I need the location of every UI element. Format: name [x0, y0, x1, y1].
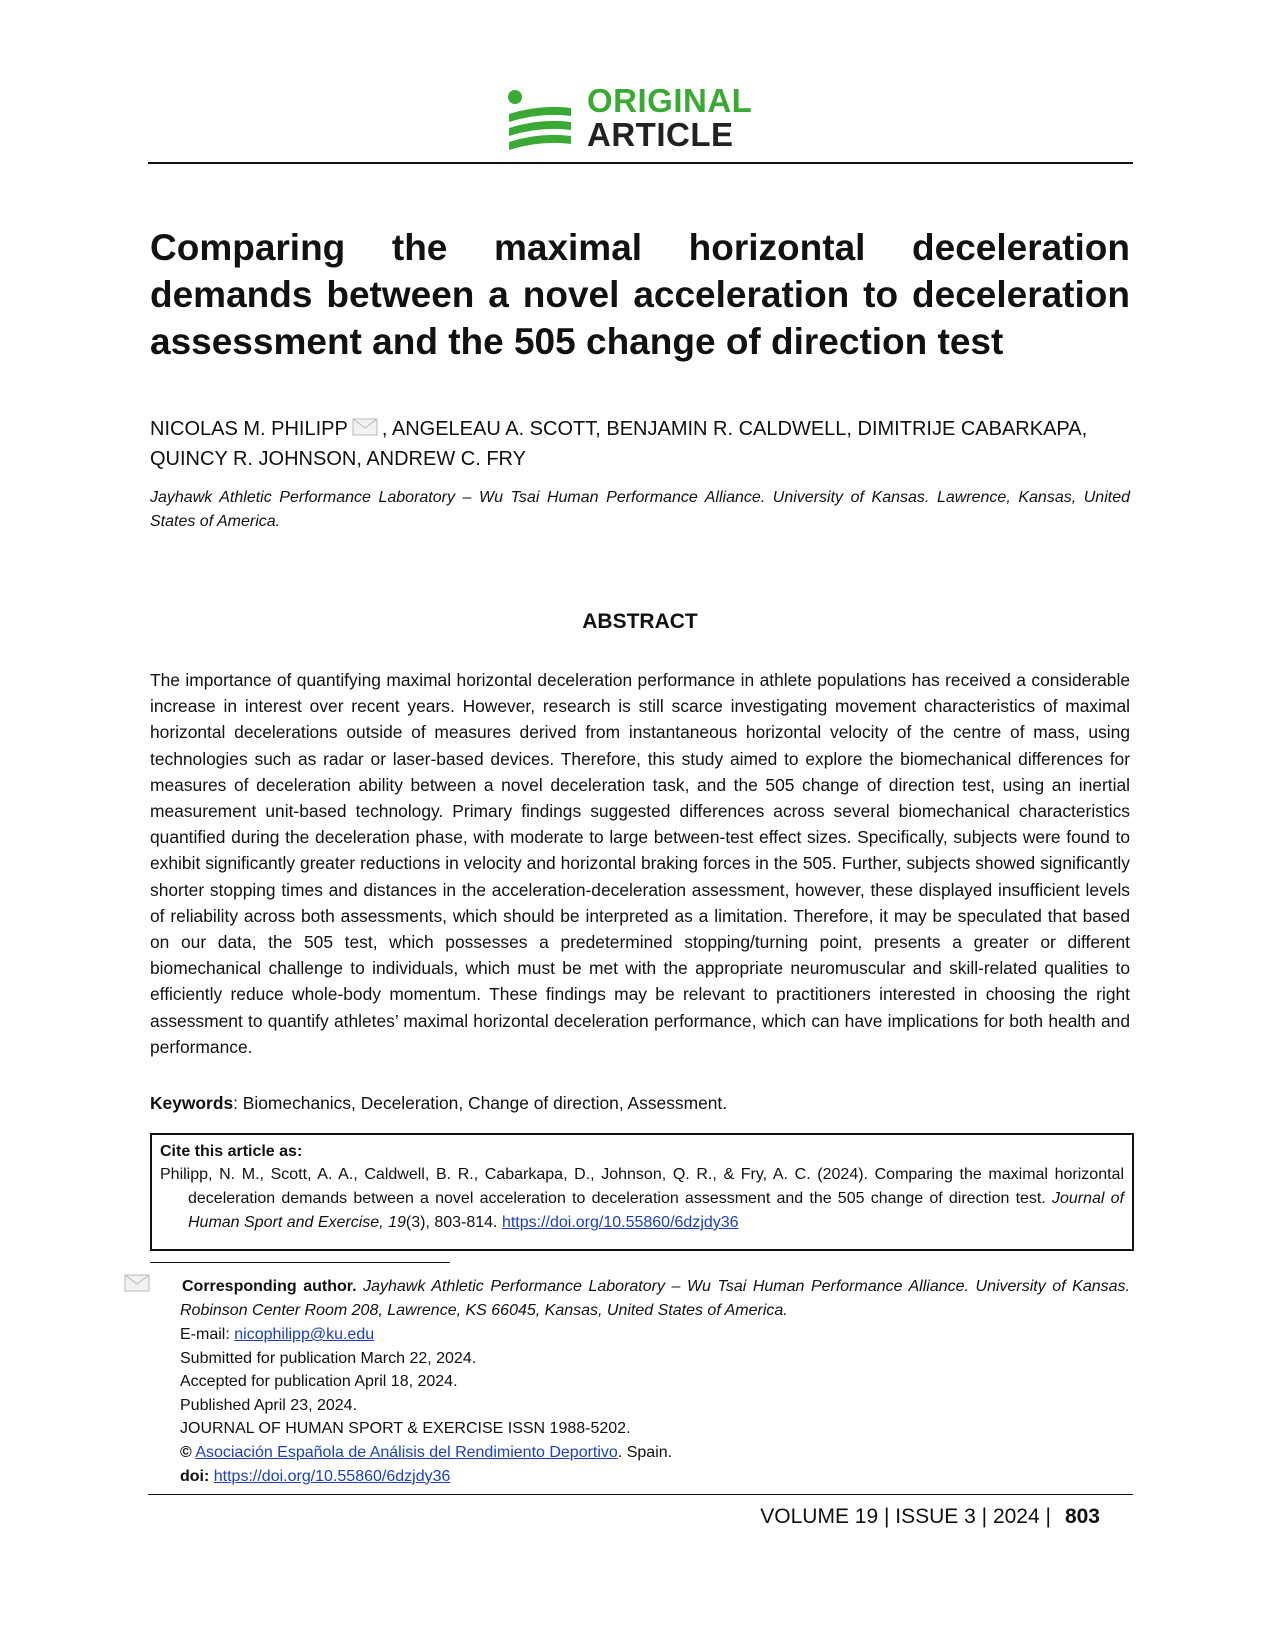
- citation-body: Philipp, N. M., Scott, A. A., Caldwell, B. R., Cabarkapa, D., Johnson, Q. R., & Fry, A. C. (2024). Comparing the maximal horizontal deceleration demands between a novel acceleration to deceleration assessment and the 505 change of direction test.: [160, 1166, 1124, 1207]
- corresponding-address: Jayhawk Athletic Performance Laboratory – Wu Tsai Human Performance Alliance. University of Kansas. Robinson Center Room 208, Lawrence, KS 66045, Kansas, United States of America.: [180, 1278, 1130, 1319]
- doi-link[interactable]: https://doi.org/10.55860/6dzjdy36: [213, 1467, 451, 1485]
- footnote-rule: [150, 1262, 450, 1263]
- author-rest-line2: QUINCY R. JOHNSON, ANDREW C. FRY: [150, 448, 526, 470]
- logo-line-original: ORIGINAL: [587, 82, 753, 119]
- volume-issue: VOLUME 19 | ISSUE 3 | 2024 |: [760, 1505, 1051, 1528]
- stripes-logo-icon: [505, 88, 575, 150]
- copyright-icon: ©: [180, 1443, 192, 1461]
- submitted-date: Submitted for publication March 22, 2024.: [180, 1349, 477, 1367]
- citation-issue: (3), 803-814.: [405, 1214, 502, 1231]
- envelope-icon[interactable]: [152, 1274, 178, 1292]
- author-first: NICOLAS M. PHILIPP: [150, 418, 348, 440]
- keywords-label: Keywords: [150, 1093, 234, 1113]
- journal-issn: JOURNAL OF HUMAN SPORT & EXERCISE ISSN 1988-5202.: [180, 1420, 631, 1438]
- email-label: E-mail:: [180, 1326, 235, 1343]
- country: . Spain.: [617, 1443, 673, 1461]
- footer-rule: [148, 1494, 1133, 1495]
- keywords: [150, 1090, 1130, 1116]
- email-line: [135, 1323, 1130, 1347]
- accepted-date: Accepted for publication April 18, 2024.: [180, 1373, 458, 1391]
- corresponding-label: Corresponding author.: [182, 1278, 357, 1295]
- journal-logo: [505, 82, 785, 153]
- citation-heading: Cite this article as:: [160, 1143, 303, 1160]
- abstract-heading: ABSTRACT: [582, 610, 698, 633]
- doi-label: doi:: [180, 1467, 214, 1485]
- page-number: 803: [1064, 1505, 1100, 1528]
- corresponding-author-block: [135, 1274, 1130, 1488]
- header-rule: [148, 162, 1133, 164]
- abstract-body: The importance of quantifying maximal horizontal deceleration performance in athlete populations has received a considerable increase in interest over recent years. However, research is still scarce investigating movement characteristics of maximal horizontal decelerations outside of measures derived from instantaneous horizontal velocity of the centre of mass, using technologies such as radar or laser-based devices. Therefore, this study aimed to explore the biomechanical differences for measures of deceleration ability between a novel deceleration task, and the 505 change of direction test, using an inertial measurement unit-based technology. Primary findings suggested differences across several biomechanical characteristics quantified during the deceleration phase, with moderate to large between-test effect sizes. Specifically, subjects were found to exhibit significantly greater reductions in velocity and horizontal braking forces in the 505. Further, subjects showed significantly shorter stopping times and distances in the acceleration-deceleration assessment, however, these displayed insufficient levels of reliability across both assessments, which should be interpreted as a limitation. Therefore, it may be speculated that based on our data, the 505 test, which possesses a predetermined stopping/turning point, presents a greater or different biomechanical challenge to individuals, which must be met with the appropriate neuromuscular and skill-related qualities to efficiently reduce whole-body momentum. These findings may be relevant to practitioners interested in choosing the right assessment to quantify athletes’ maximal horizontal deceleration performance, which can have implications for both health and performance.: [150, 670, 1130, 1057]
- doi-line: [135, 1465, 1130, 1489]
- author-rest-line1: , ANGELEAU A. SCOTT, BENJAMIN R. CALDWELL, DIMITRIJE CABARKAPA,: [381, 418, 1088, 440]
- published-date: Published April 23, 2024.: [180, 1396, 358, 1414]
- citation-journal: Journal of Human Sport and Exercise, 19: [188, 1190, 1125, 1231]
- keywords-list: : Biomechanics, Deceleration, Change of direction, Assessment.: [233, 1093, 728, 1113]
- copyright-line: [135, 1441, 1130, 1465]
- citation-box: [150, 1133, 1134, 1251]
- affiliation: Jayhawk Athletic Performance Laboratory – Wu Tsai Human Performance Alliance. University of Kansas. Lawrence, Kansas, United States of America.: [150, 489, 1130, 530]
- page-footer: [600, 1502, 1100, 1532]
- logo-line-article: ARTICLE: [587, 116, 734, 153]
- article-title: Comparing the maximal horizontal deceleration demands between a novel acceleration to deceleration assessment and the 505 change of direction test: [150, 227, 1130, 362]
- society-link[interactable]: Asociación Española de Análisis del Rendimiento Deportivo: [195, 1443, 618, 1461]
- author-list: [150, 414, 1130, 474]
- citation-text: [160, 1163, 1124, 1235]
- envelope-icon[interactable]: [352, 415, 378, 433]
- citation-doi-link[interactable]: https://doi.org/10.55860/6dzjdy36: [501, 1214, 739, 1231]
- corresponding-line: [135, 1274, 1130, 1323]
- email-link[interactable]: nicophilipp@ku.edu: [234, 1326, 375, 1343]
